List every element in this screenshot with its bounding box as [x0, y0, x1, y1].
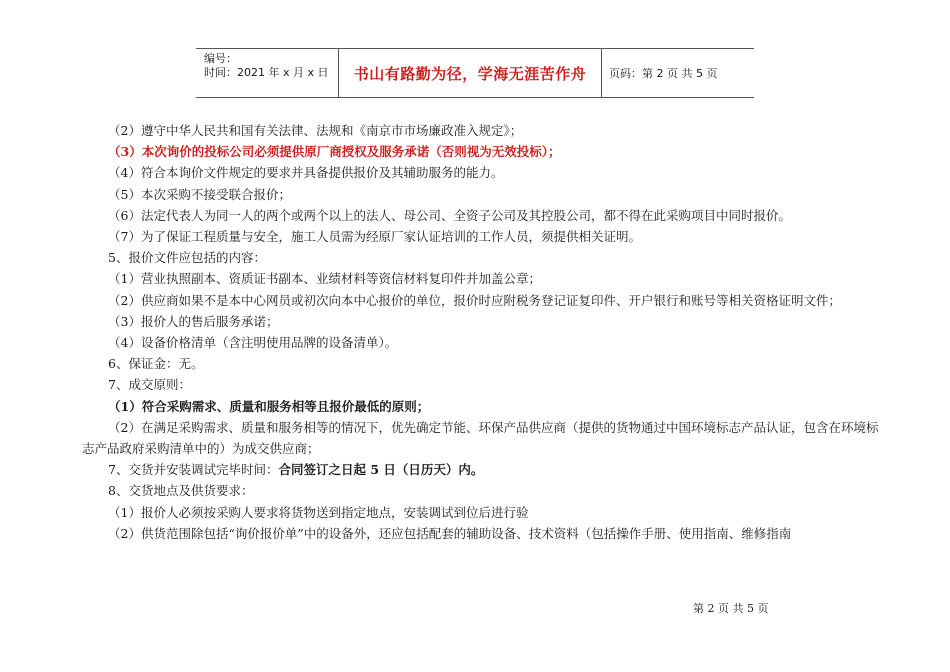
paragraph: （2）在满足采购需求、质量和服务相等的情况下，优先确定节能、环保产品供应商（提供的货物通过中国环境标志产品认证，包含在环境标志产品政府采购清单中的）为成交供应商； [82, 419, 879, 457]
delivery-time-value: 合同签订之日起 5 日（日历天）内。 [278, 462, 484, 478]
paragraph: （3）报价人的售后服务承诺； [108, 313, 279, 329]
header-meta [196, 49, 339, 97]
paragraph: （1）报价人必须按采购人要求将货物送到指定地点，安装调试到位后进行验 [108, 504, 529, 520]
paragraph: （4）符合本询价文件规定的要求并具备提供报价及其辅助服务的能力。 [108, 165, 504, 181]
header-time: 时间：2021 年 x 月 x 日 [204, 66, 329, 79]
page-footer: 第 2 页 共 5 页 [693, 602, 769, 615]
paragraph: （2）供应商如果不是本中心网员或初次向本中心报价的单位，报价时应附税务登记证复印件、开户银行和账号等相关资格证明文件； [108, 292, 841, 308]
header-id: 编号： [204, 52, 237, 65]
section-heading [82, 459, 882, 480]
paragraph: （5）本次采购不接受联合报价； [108, 186, 291, 202]
paragraph: （4）设备价格清单（含注明使用品牌的设备清单）。 [108, 335, 398, 351]
paragraph: （6）法定代表人为同一人的两个或两个以上的法人、母公司、全资子公司及其控股公司，都不得在此采购项目中同时报价。 [108, 207, 791, 223]
paragraph: （1）营业执照副本、资质证书副本、业绩材料等资信材料复印件并加盖公章； [108, 271, 541, 287]
paragraph: （7）为了保证工程质量与安全，施工人员需为经原厂家认证培训的工作人员，须提供相关证明。 [108, 229, 641, 245]
section-heading: 7、成交原则： [108, 377, 191, 393]
section-heading: 8、交货地点及供货要求： [108, 483, 254, 499]
page-header [196, 48, 754, 98]
document-body [82, 120, 882, 544]
paragraph-bold: （1）符合采购需求、质量和服务相等且报价最低的原则； [108, 398, 430, 414]
paragraph: （2）供货范围除包括“询价报价单”中的设备外，还应包括配套的辅助设备、技术资料（包括操作手册、使用指南、维修指南 [108, 525, 792, 541]
paragraph: （2）遵守中华人民共和国有关法律、法规和《南京市市场廉政准入规定》； [108, 123, 523, 138]
header-page-number: 页码：第 2 页 共 5 页 [609, 67, 718, 80]
delivery-time-label: 7、交货并安装调试完毕时间： [108, 462, 279, 478]
section-heading: 5、报价文件应包括的内容： [108, 250, 266, 266]
paragraph-highlight: （3）本次询价的投标公司必须提供原厂商授权及服务承诺（否则视为无效投标）； [108, 144, 561, 160]
section-heading: 6、保证金：无。 [108, 356, 204, 372]
header-motto: 书山有路勤为径，学海无涯苦作舟 [339, 49, 602, 97]
